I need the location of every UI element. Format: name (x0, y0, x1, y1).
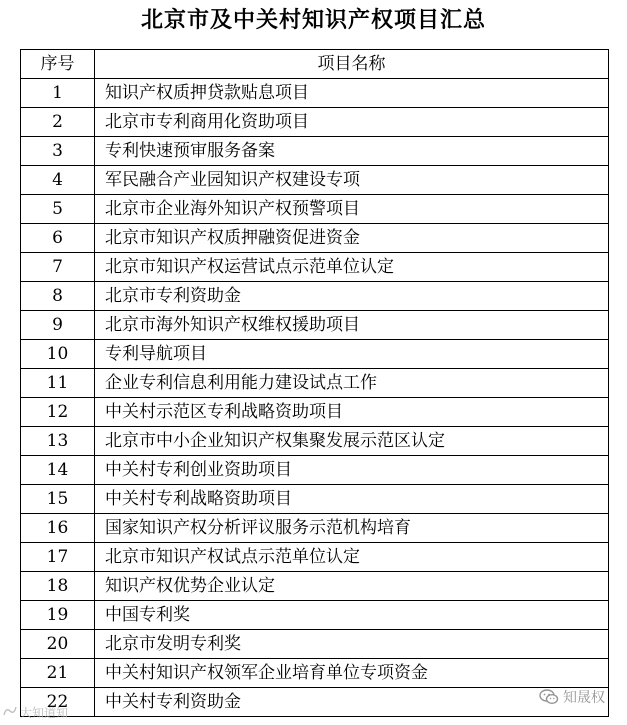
table-body (21, 79, 609, 717)
table-row (21, 369, 609, 398)
table-row (21, 108, 609, 137)
table-row (21, 485, 609, 514)
table-row (21, 427, 609, 456)
row-project-name: 中关村专利创业资助项目 (95, 456, 609, 485)
row-number: 18 (21, 572, 95, 601)
row-project-name: 中关村知识产权领军企业培育单位专项资金 (95, 659, 609, 688)
watermark-right (539, 687, 605, 707)
table-row (21, 282, 609, 311)
row-number: 1 (21, 79, 95, 108)
table-row (21, 514, 609, 543)
row-number: 11 (21, 369, 95, 398)
header-project-name: 项目名称 (95, 50, 609, 79)
row-project-name: 北京市海外知识产权维权援助项目 (95, 311, 609, 340)
row-project-name: 专利导航项目 (95, 340, 609, 369)
row-number: 7 (21, 253, 95, 282)
row-number: 3 (21, 137, 95, 166)
table-row (21, 340, 609, 369)
row-number: 4 (21, 166, 95, 195)
row-number: 15 (21, 485, 95, 514)
row-number: 22 (21, 688, 95, 717)
row-number: 17 (21, 543, 95, 572)
row-project-name: 中国专利奖 (95, 601, 609, 630)
wechat-icon (539, 689, 559, 705)
row-project-name: 北京市专利商用化资助项目 (95, 108, 609, 137)
table-row (21, 456, 609, 485)
row-project-name: 北京市专利资助金 (95, 282, 609, 311)
row-number: 2 (21, 108, 95, 137)
table-row (21, 630, 609, 659)
row-project-name: 北京市知识产权运营试点示范单位认定 (95, 253, 609, 282)
project-table (20, 49, 609, 717)
row-number: 19 (21, 601, 95, 630)
row-project-name: 北京市企业海外知识产权预警项目 (95, 195, 609, 224)
row-project-name: 中关村专利资助金 (95, 688, 609, 717)
row-project-name: 知识产权优势企业认定 (95, 572, 609, 601)
row-number: 14 (21, 456, 95, 485)
table-row (21, 253, 609, 282)
table-row (21, 688, 609, 717)
table-row (21, 311, 609, 340)
watermark-left-text: 大知道知 (20, 706, 69, 720)
row-project-name: 军民融合产业园知识产权建设专项 (95, 166, 609, 195)
row-number: 12 (21, 398, 95, 427)
row-project-name: 中关村专利战略资助项目 (95, 485, 609, 514)
table-row (21, 224, 609, 253)
row-number: 13 (21, 427, 95, 456)
row-number: 5 (21, 195, 95, 224)
row-project-name: 中关村示范区专利战略资助项目 (95, 398, 609, 427)
table-row (21, 543, 609, 572)
table-row (21, 572, 609, 601)
row-project-name: 企业专利信息利用能力建设试点工作 (95, 369, 609, 398)
watermark-left (2, 704, 68, 721)
row-number: 16 (21, 514, 95, 543)
watermark-right-text: 知晟权 (563, 690, 605, 706)
row-number: 8 (21, 282, 95, 311)
row-project-name: 北京市发明专利奖 (95, 630, 609, 659)
logo-icon (2, 705, 18, 720)
table-header-row (21, 50, 609, 79)
row-project-name: 专利快速预审服务备案 (95, 137, 609, 166)
row-project-name: 北京市知识产权试点示范单位认定 (95, 543, 609, 572)
row-number: 6 (21, 224, 95, 253)
table-row (21, 79, 609, 108)
table-row (21, 137, 609, 166)
table-row (21, 195, 609, 224)
table-row (21, 659, 609, 688)
row-project-name: 北京市中小企业知识产权集聚发展示范区认定 (95, 427, 609, 456)
row-number: 10 (21, 340, 95, 369)
table-row (21, 166, 609, 195)
table-row (21, 398, 609, 427)
row-project-name: 北京市知识产权质押融资促进资金 (95, 224, 609, 253)
row-number: 21 (21, 659, 95, 688)
row-project-name: 知识产权质押贷款贴息项目 (95, 79, 609, 108)
header-number: 序号 (21, 50, 95, 79)
page-title: 北京市及中关村知识产权项目汇总 (140, 8, 486, 33)
table-row (21, 601, 609, 630)
row-project-name: 国家知识产权分析评议服务示范机构培育 (95, 514, 609, 543)
row-number: 20 (21, 630, 95, 659)
row-number: 9 (21, 311, 95, 340)
